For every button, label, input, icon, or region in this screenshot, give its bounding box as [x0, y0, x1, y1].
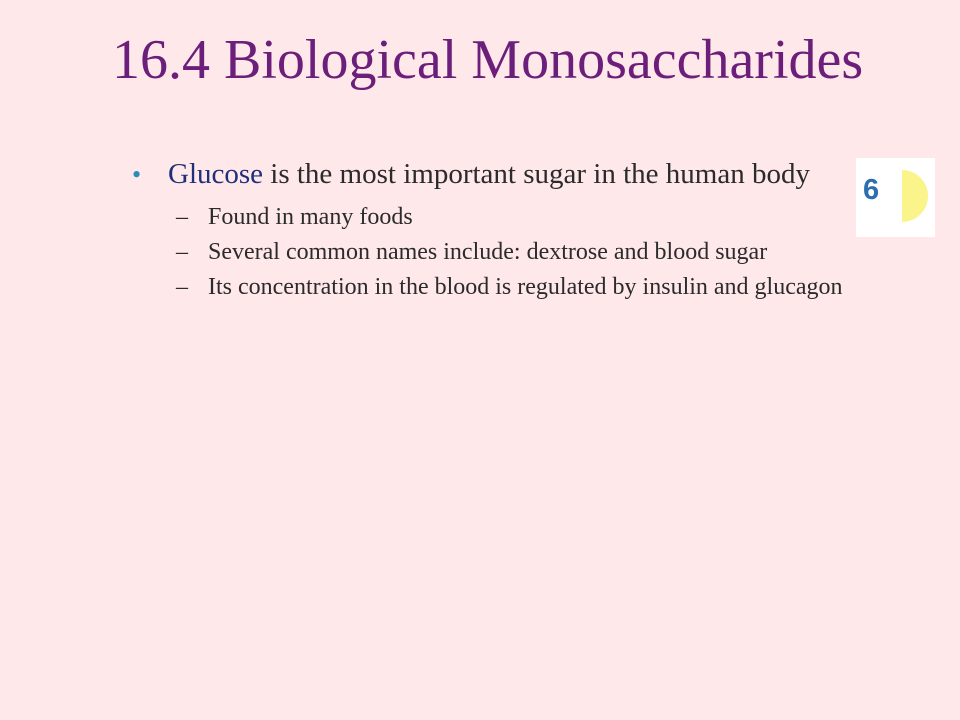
sub-bullet-list [132, 203, 872, 301]
dash-icon: – [176, 239, 188, 265]
sub-bullet-item [132, 203, 872, 231]
sub-bullet-text: Its concentration in the blood is regulated by insulin and glucagon [208, 274, 843, 300]
chapter-badge-graphic [856, 158, 935, 237]
slide-content [132, 154, 892, 308]
slide-title: 16.4 Biological Monosaccharides [112, 29, 864, 91]
sub-bullet-item [132, 273, 872, 301]
dash-icon: – [176, 274, 188, 300]
sub-bullet-text: Found in many foods [208, 204, 413, 230]
bullet-text: is the most important sugar in the human body [263, 158, 810, 190]
sub-bullet-item [132, 238, 872, 266]
sub-bullet-text: Several common names include: dextrose and blood sugar [208, 239, 768, 265]
bullet-dot-icon: • [132, 160, 142, 189]
badge-number: 6 [863, 174, 880, 206]
dash-icon: – [176, 204, 188, 230]
bullet-term: Glucose [168, 158, 264, 190]
main-bullet [132, 154, 828, 195]
chapter-badge [856, 158, 935, 237]
